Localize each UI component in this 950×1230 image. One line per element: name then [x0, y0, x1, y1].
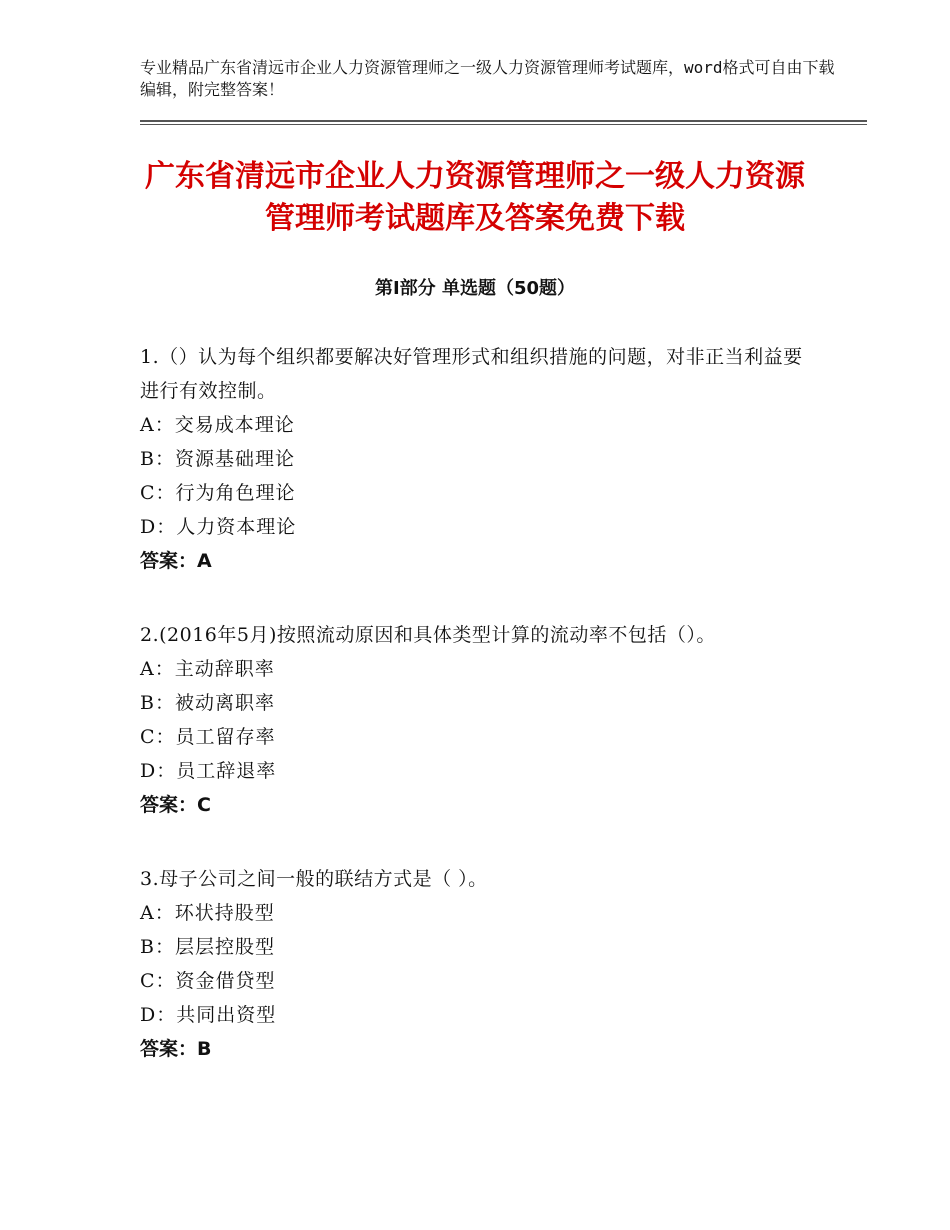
section-heading: 第Ⅰ部分 单选题（50题）: [374, 278, 575, 299]
question-stem: 2.(2016年5月)按照流动原因和具体类型计算的流动率不包括（）。: [140, 624, 716, 646]
answer-label: 答案：A: [140, 550, 212, 572]
document-title: 广东省清远市企业人力资源管理师之一级人力资源管理师考试题库及答案免费下载: [145, 159, 805, 236]
option-b: B：被动离职率: [140, 692, 275, 714]
question-stem: 3.母子公司之间一般的联结方式是（ ）。: [140, 868, 488, 890]
question-1: [140, 340, 810, 578]
header-note: 专业精品广东省清远市企业人力资源管理师之一级人力资源管理师考试题库，word格式可自由下载编辑，附完整答案！: [140, 58, 835, 99]
option-b: B：层层控股型: [140, 936, 275, 958]
header-divider: [140, 120, 867, 122]
option-d: D：共同出资型: [140, 1004, 277, 1026]
option-a: A：交易成本理论: [140, 414, 295, 436]
answer-label: 答案：C: [140, 794, 211, 816]
header-divider-thin: [140, 124, 867, 125]
option-c: C：资金借贷型: [140, 970, 276, 992]
question-list: [140, 340, 810, 1106]
option-d: D：人力资本理论: [140, 516, 297, 538]
question-3: [140, 862, 810, 1066]
answer-label: 答案：B: [140, 1038, 212, 1060]
option-c: C：员工留存率: [140, 726, 276, 748]
option-a: A：环状持股型: [140, 902, 275, 924]
question-2: [140, 618, 810, 822]
option-d: D：员工辞退率: [140, 760, 277, 782]
option-c: C：行为角色理论: [140, 482, 296, 504]
question-stem: 1.（）认为每个组织都要解决好管理形式和组织措施的问题，对非正当利益要进行有效控制。: [140, 346, 803, 402]
option-b: B：资源基础理论: [140, 448, 295, 470]
option-a: A：主动辞职率: [140, 658, 275, 680]
